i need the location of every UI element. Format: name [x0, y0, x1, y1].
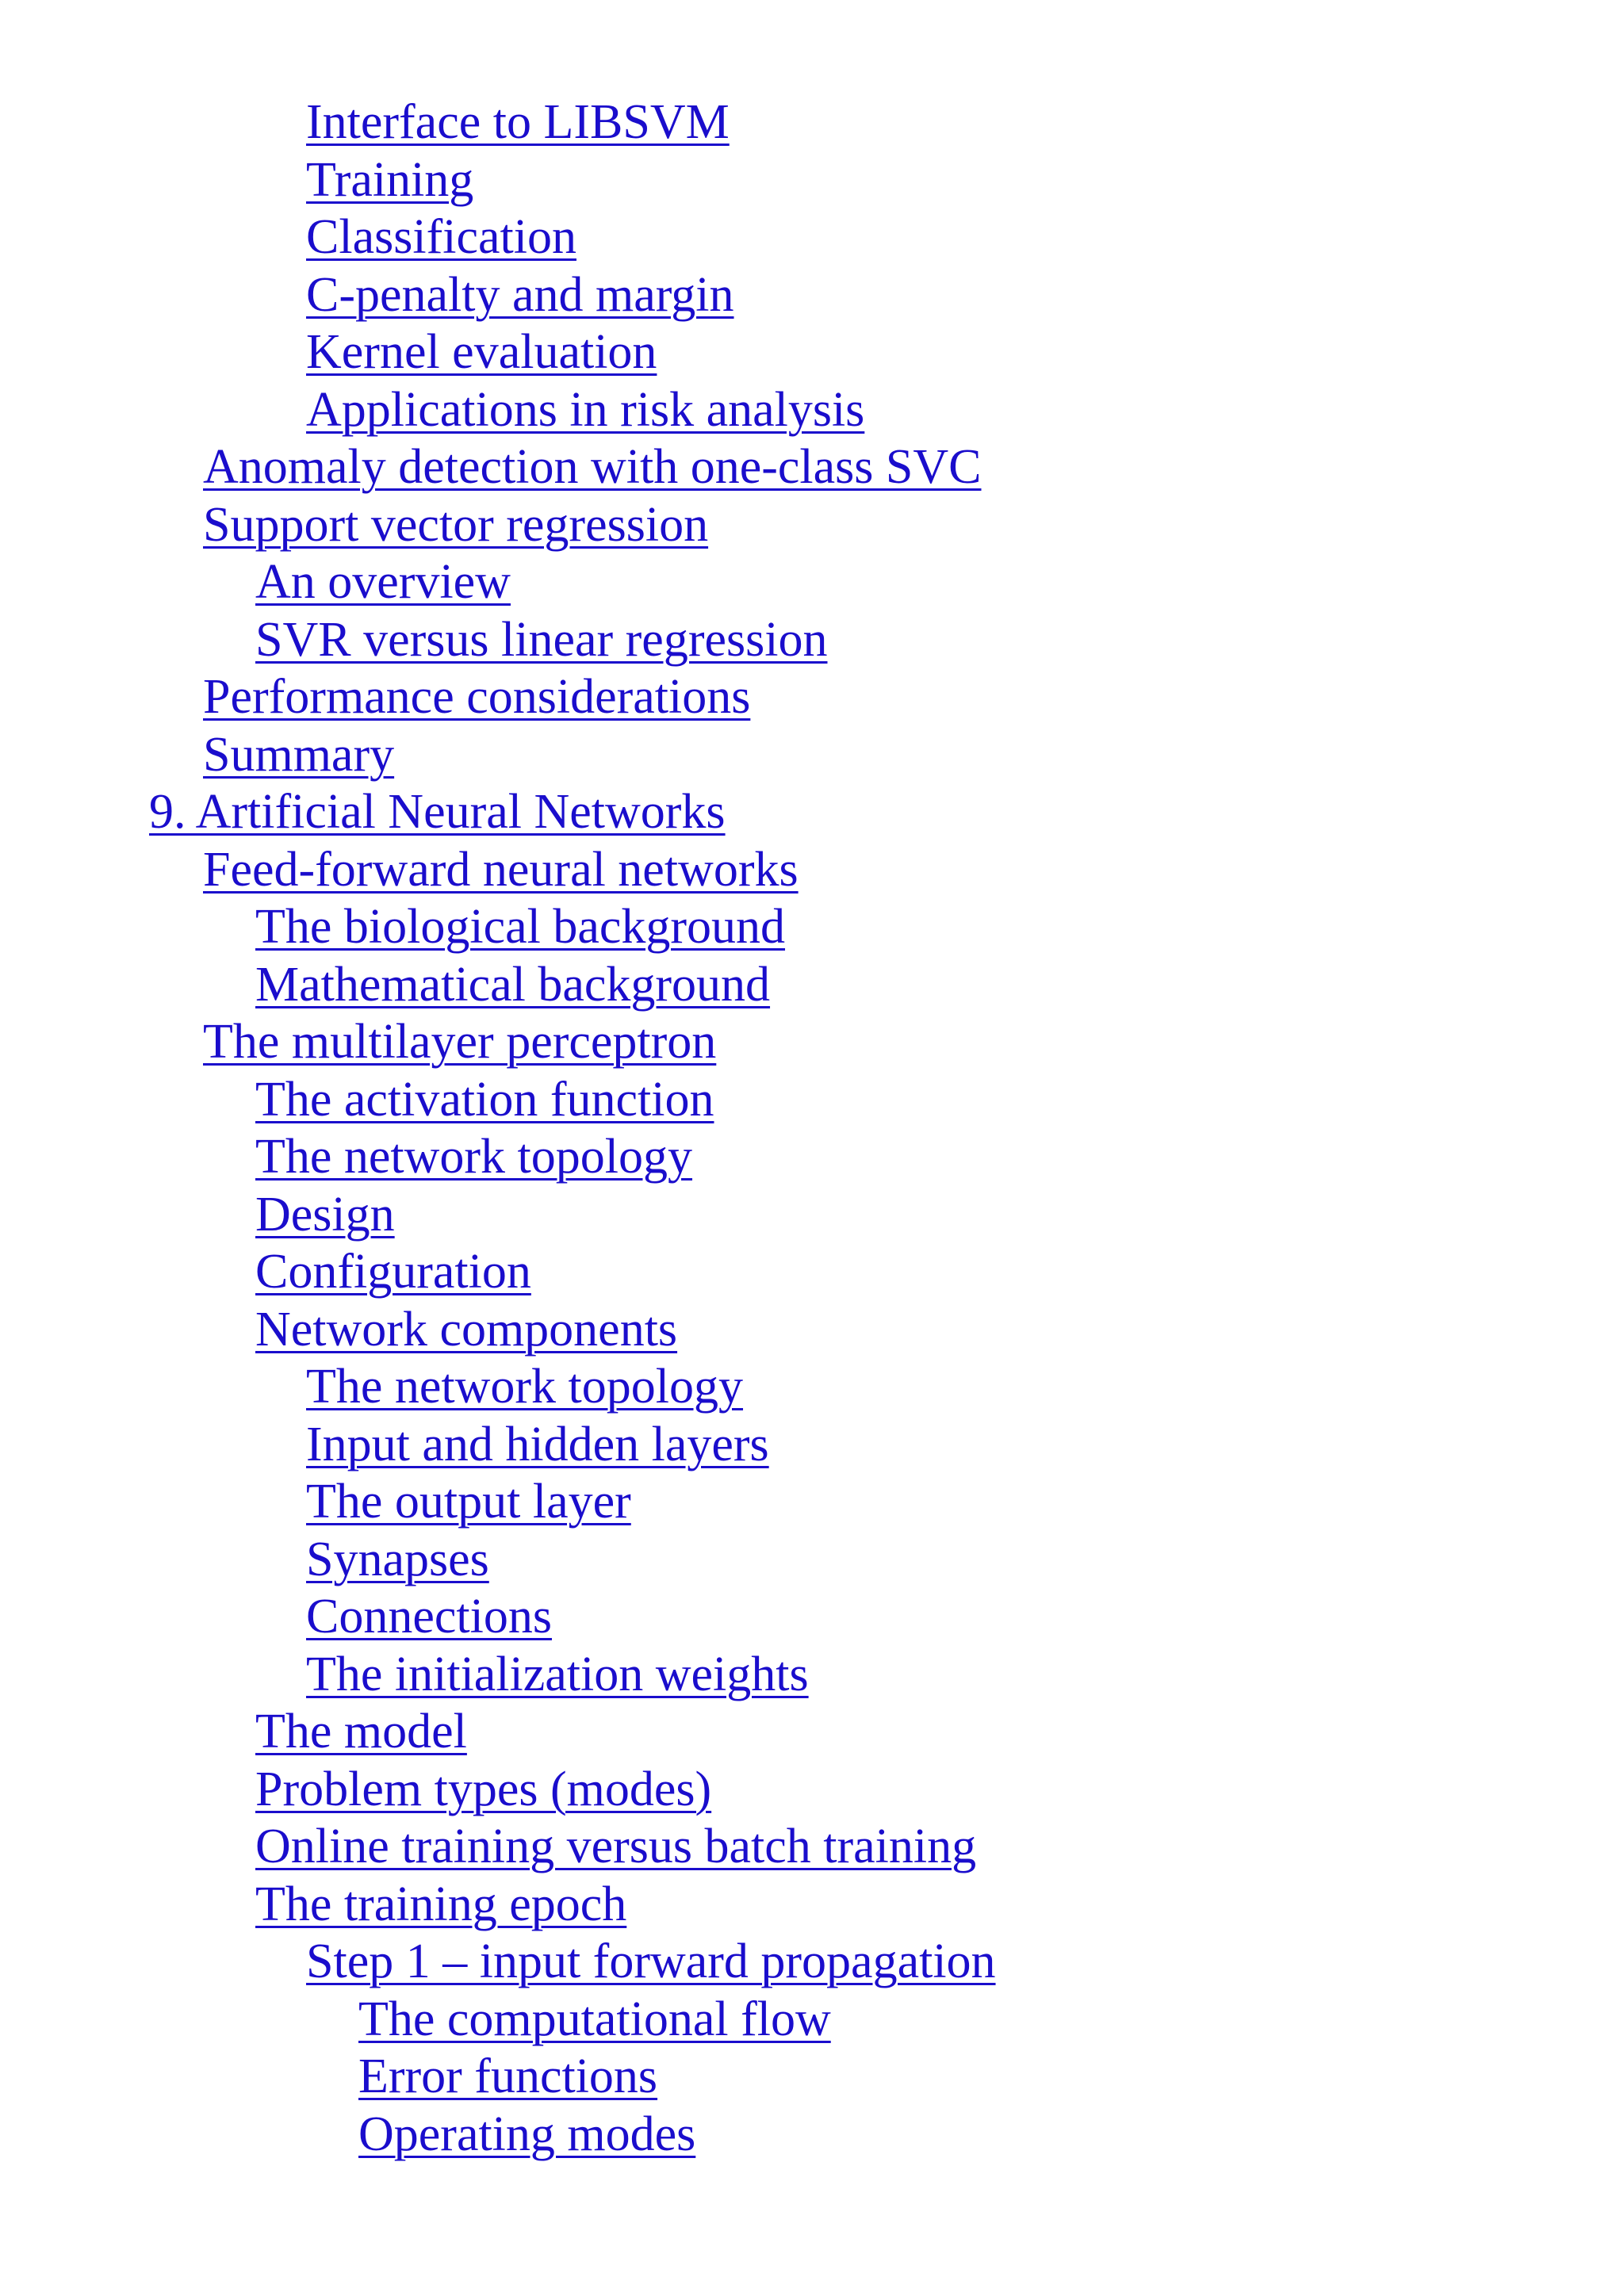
toc-entry — [0, 94, 1624, 151]
toc-link[interactable]: Problem types (modes) — [255, 1762, 712, 1816]
toc-link[interactable]: Error functions — [358, 2049, 658, 2103]
toc-link[interactable]: The training epoch — [255, 1877, 627, 1931]
toc-entry — [0, 2048, 1624, 2106]
toc-link[interactable]: The biological background — [255, 900, 786, 954]
toc-link[interactable]: SVR versus linear regression — [255, 612, 828, 667]
toc-link[interactable]: Training — [306, 152, 474, 207]
toc-entry — [0, 209, 1624, 266]
toc-link[interactable]: Step 1 – input forward propagation — [306, 1934, 996, 1988]
toc-link[interactable]: The output layer — [306, 1475, 631, 1529]
toc-entry — [0, 1876, 1624, 1934]
toc-entry — [0, 1933, 1624, 1991]
toc-entry — [0, 898, 1624, 956]
toc-link[interactable]: Synapses — [306, 1532, 489, 1586]
toc-link[interactable]: Interface to LIBSVM — [306, 95, 730, 149]
toc-link[interactable]: The computational flow — [358, 1992, 831, 2046]
toc-entry — [0, 1243, 1624, 1301]
toc-link[interactable]: Applications in risk analysis — [306, 382, 865, 437]
toc-link[interactable]: Operating modes — [358, 2107, 696, 2161]
toc-link[interactable]: Anomaly detection with one-class SVC — [203, 440, 982, 494]
toc-entry — [0, 553, 1624, 611]
toc-link[interactable]: The model — [255, 1705, 467, 1758]
toc-entry — [0, 1991, 1624, 2049]
toc-link[interactable]: Classification — [306, 210, 576, 264]
toc-link[interactable]: The multilayer perceptron — [203, 1015, 717, 1069]
toc-entry — [0, 1128, 1624, 1186]
toc-entry — [0, 1301, 1624, 1359]
toc-link[interactable]: Configuration — [255, 1245, 531, 1299]
toc-entry — [0, 438, 1624, 496]
toc-entry — [0, 1416, 1624, 1474]
toc-link[interactable]: 9. Artificial Neural Networks — [149, 785, 726, 839]
toc-link[interactable]: Design — [255, 1187, 395, 1242]
toc-entry — [0, 1588, 1624, 1646]
toc-link[interactable]: An overview — [255, 555, 511, 609]
toc-link[interactable]: The initialization weights — [306, 1647, 809, 1701]
toc-link[interactable]: Summary — [203, 727, 395, 782]
toc-entry — [0, 1358, 1624, 1416]
toc-entry — [0, 726, 1624, 784]
toc-entry — [0, 1761, 1624, 1819]
toc-link[interactable]: Input and hidden layers — [306, 1417, 769, 1471]
toc-entry — [0, 496, 1624, 554]
toc-entry — [0, 668, 1624, 726]
toc-entry — [0, 1646, 1624, 1704]
toc-link[interactable]: C-penalty and margin — [306, 267, 734, 322]
toc-entry — [0, 2106, 1624, 2164]
toc-link[interactable]: Connections — [306, 1590, 552, 1644]
toc-link[interactable]: The activation function — [255, 1072, 714, 1127]
toc-entry — [0, 783, 1624, 841]
toc-link[interactable]: Support vector regression — [203, 497, 709, 552]
toc-entry — [0, 381, 1624, 439]
toc-entry — [0, 1818, 1624, 1876]
toc-entry — [0, 1071, 1624, 1129]
toc-link[interactable]: The network topology — [306, 1360, 744, 1414]
toc-entry — [0, 266, 1624, 324]
toc-entry — [0, 841, 1624, 899]
toc-link[interactable]: Mathematical background — [255, 957, 771, 1012]
toc-entry — [0, 611, 1624, 669]
toc-link[interactable]: Kernel evaluation — [306, 325, 657, 379]
toc-entry — [0, 323, 1624, 381]
toc-link[interactable]: The network topology — [255, 1130, 693, 1184]
toc-entry — [0, 151, 1624, 209]
toc-entry — [0, 1703, 1624, 1761]
table-of-contents — [0, 94, 1624, 2163]
toc-entry — [0, 1013, 1624, 1071]
toc-entry — [0, 956, 1624, 1014]
toc-link[interactable]: Performance considerations — [203, 670, 751, 724]
toc-entry — [0, 1186, 1624, 1244]
toc-entry — [0, 1531, 1624, 1589]
toc-entry — [0, 1473, 1624, 1531]
toc-link[interactable]: Online training versus batch training — [255, 1820, 977, 1873]
toc-link[interactable]: Feed-forward neural networks — [203, 842, 799, 897]
toc-link[interactable]: Network components — [255, 1302, 678, 1357]
